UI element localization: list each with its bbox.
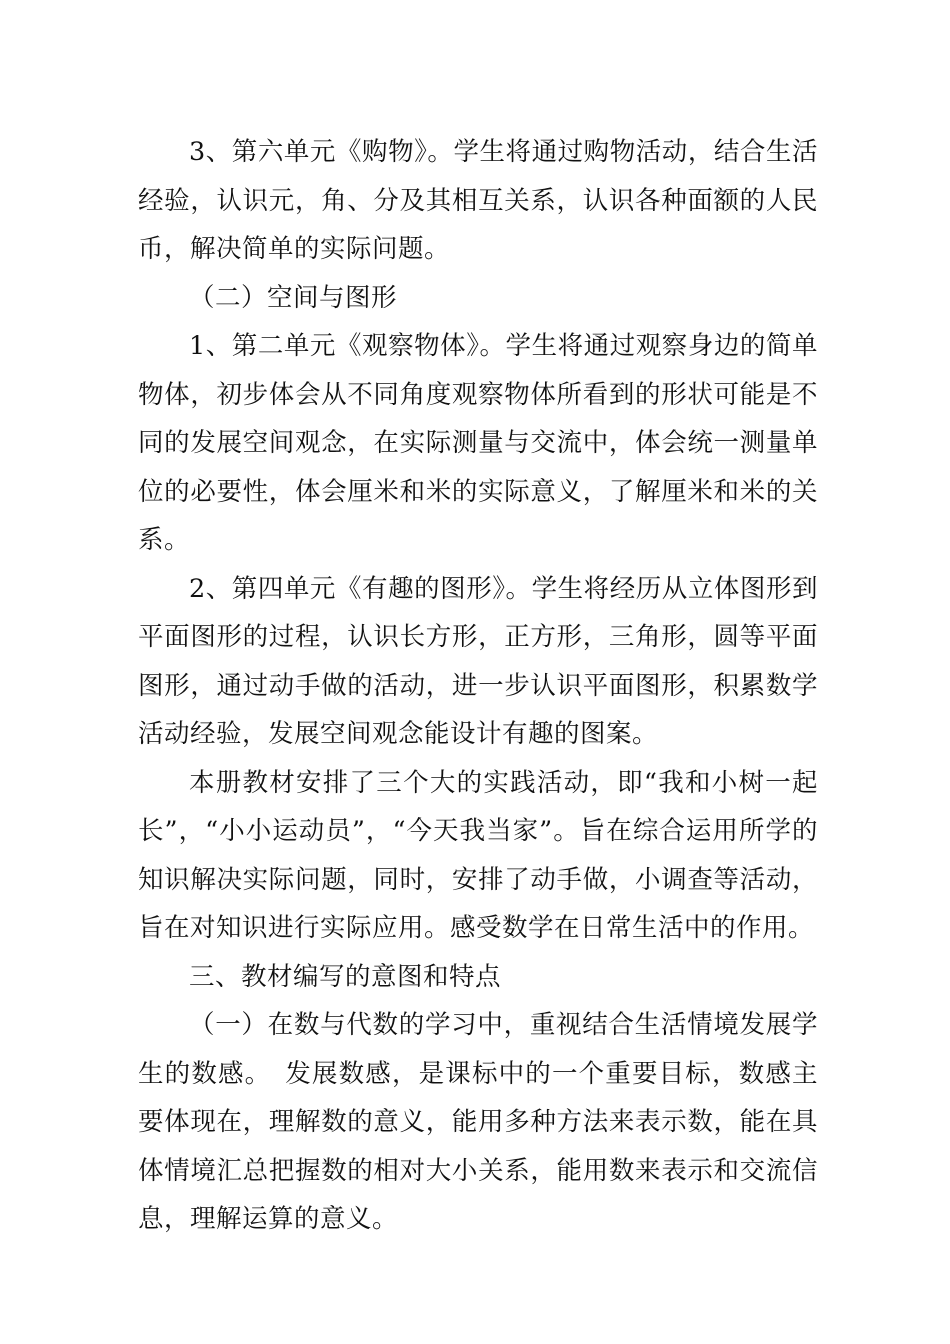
paragraph-observing-objects-unit: 1、第二单元《观察物体》。学生将通过观察身边的简单物体，初步体会从不同角度观察物体所看到的形状可能是不同的发展空间观念，在实际测量与交流中，体会统一测量单位的必要性，体会厘米和米的实际意义，了解厘米和米的关系。 (138, 331, 818, 555)
document-body (138, 128, 818, 1244)
section-heading-space-and-shapes: （二）空间与图形 (189, 282, 398, 313)
paragraph-interesting-shapes-unit: 2、第四单元《有趣的图形》。学生将经历从立体图形到平面图形的过程，认识长方形，正方形，三角形，圆等平面图形，通过动手做的活动，进一步认识平面图形，积累数学活动经验，发展空间观念能设计有趣的图案。 (138, 573, 818, 749)
paragraph-practice-activities: 本册教材安排了三个大的实践活动，即“我和小树一起长”，“小小运动员”，“今天我当家”。旨在综合运用所学的知识解决实际问题，同时，安排了动手做，小调查等活动，旨在对知识进行实际应用。感受数学在日常生活中的作用。 (138, 767, 818, 943)
paragraph-number-sense: （一）在数与代数的学习中，重视结合生活情境发展学生的数感。 发展数感，是课标中的一个重要目标，数感主要体现在，理解数的意义，能用多种方法来表示数，能在具体情境汇总把握数的相对大小关系，能用数来表示和交流信息，理解运算的意义。 (138, 1010, 818, 1234)
section-heading-intent-and-features: 三、教材编写的意图和特点 (189, 961, 502, 992)
paragraph-shopping-unit: 3、第六单元《购物》。学生将通过购物活动，结合生活经验，认识元，角、分及其相互关系，认识各种面额的人民币，解决简单的实际问题。 (138, 137, 818, 264)
